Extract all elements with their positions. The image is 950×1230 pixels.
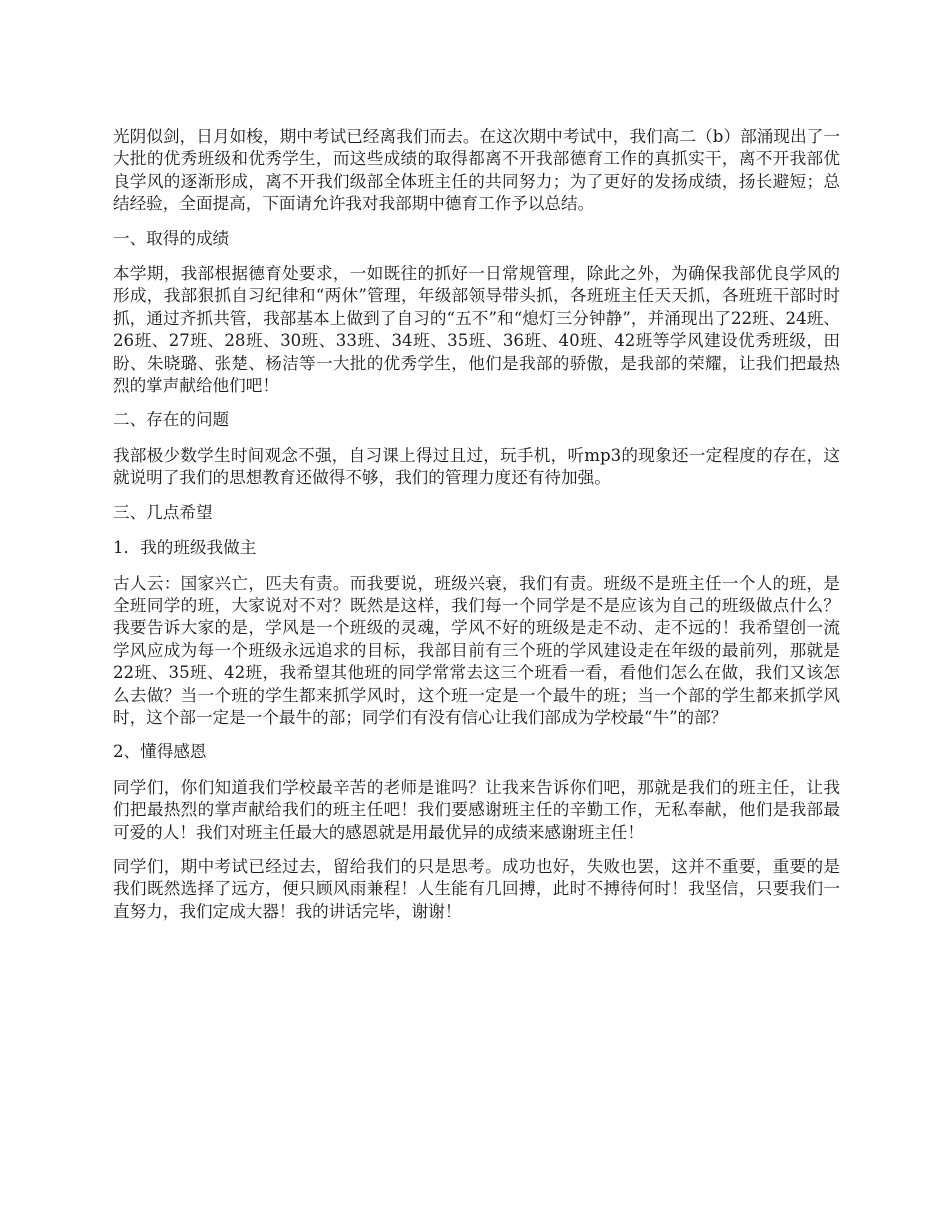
section-heading-hopes: 三、几点希望 [113, 502, 213, 522]
my-class-paragraph: 古人云：国家兴亡，匹夫有责。而我要说，班级兴衰，我们有责。班级不是班主任一个人的班，是全班同学的班，大家说对不对？既然是这样，我们每一个同学是不是应该为自己的班级做点什么？我要告诉大家的是，学风是一个班级的灵魂，学风不好的班级是走不动、走不远的！我希望创一流学风应成为每一个班级永远追求的目标，我部目前有三个班的学风建设走在年级的最前列，那就是22班、35班、42班，我希望其他班的同学常常去这三个班看一看，看他们怎么在做，我们又该怎么去做？当一个班的学生都来抓学风时，这个班一定是一个最牛的班；当一个部的学生都来抓学风时，这个部一定是一个最牛的部；同学们有没有信心让我们部成为学校最“牛”的部？ [113, 573, 840, 727]
gratitude-paragraph: 同学们，你们知道我们学校最辛苦的老师是谁吗？让我来告诉你们吧，那就是我们的班主任，让我们把最热烈的掌声献给我们的班主任吧！我们要感谢班主任的辛勤工作，无私奉献，他们是我部最可爱的人！我们对班主任最大的感恩就是用最优异的成绩来感谢班主任！ [113, 777, 840, 842]
subheading-my-class: 1．我的班级我做主 [113, 538, 257, 558]
document-body [113, 126, 840, 935]
section-heading-problems: 二、存在的问题 [113, 410, 230, 430]
closing-paragraph: 同学们，期中考试已经过去，留给我们的只是思考。成功也好，失败也罢，这并不重要，重要的是我们既然选择了远方，便只顾风雨兼程！人生能有几回搏，此时不搏待何时！我坚信，只要我们一直努力，我们定成大器！我的讲话完毕，谢谢！ [113, 856, 840, 921]
intro-paragraph: 光阴似剑，日月如梭，期中考试已经离我们而去。在这次期中考试中，我们高二（b）部涌现出了一大批的优秀班级和优秀学生，而这些成绩的取得都离不开我部德育工作的真抓实干，离不开我部优良学风的逐渐形成，离不开我们级部全体班主任的共同努力；为了更好的发扬成绩，扬长避短；总结经验，全面提高，下面请允许我对我部期中德育工作予以总结。 [113, 127, 840, 214]
problems-paragraph: 我部极少数学生时间观念不强，自习课上得过且过，玩手机，听mp3的现象还一定程度的存在，这就说明了我们的思想教育还做得不够，我们的管理力度还有待加强。 [113, 445, 840, 488]
achievements-paragraph: 本学期，我部根据德育处要求，一如既往的抓好一日常规管理，除此之外，为确保我部优良学风的形成，我部狠抓自习纪律和“两休”管理，年级部领导带头抓，各班班主任天天抓，各班班干部时时抓，通过齐抓共管，我部基本上做到了自习的“五不”和“熄灯三分钟静”，并涌现出了22班、24班、26班、27班、28班、30班、33班、34班、35班、36班、40班、42班等学风建设优秀班级，田盼、朱晓璐、张楚、杨洁等一大批的优秀学生，他们是我部的骄傲，是我部的荣耀，让我们把最热烈的掌声献给他们吧！ [113, 264, 840, 396]
section-heading-achievements: 一、取得的成绩 [113, 228, 230, 248]
subheading-gratitude: 2、懂得感恩 [113, 742, 207, 762]
